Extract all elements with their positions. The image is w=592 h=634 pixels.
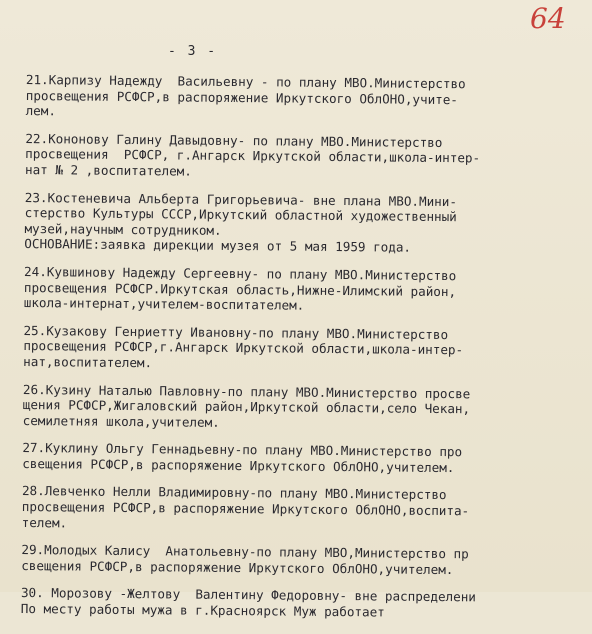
entry-29 bbox=[21, 542, 571, 578]
entry-25 bbox=[23, 323, 573, 375]
entry-line: 29.Молодых Калису Анатольевну-по плану МВО,Министерство пр bbox=[21, 542, 469, 562]
entry-line: музей,научным сотрудником. bbox=[24, 220, 222, 238]
entry-line: ОСНОВАНИЕ:заявка дирекции музея от 5 мая 1959 года. bbox=[24, 236, 412, 256]
entry-line: щения РСФСР,Жигаловский район,Иркутской области,село Чекан, bbox=[22, 397, 471, 417]
entry-line: просвещения РСФСР,в распоряжение Иркутского ОблОНО,воспита- bbox=[21, 499, 470, 519]
entry-line: 23.Костеневича Альберта Григорьевича- вне плана МВО.Мини- bbox=[24, 189, 458, 209]
entry-line: просвещения РСФСР, г.Ангарск Иркутской области,школа-интер- bbox=[25, 146, 481, 166]
entry-line: нат,воспитателем. bbox=[23, 353, 153, 371]
entry-21 bbox=[26, 72, 576, 124]
entry-line: нат № 2 ,воспитателем. bbox=[24, 161, 192, 179]
entry-line: 26.Кузину Наталью Павловну-по плану МВО.Министерство просве bbox=[22, 381, 471, 401]
entry-line: 28.Левченко Нелли Владимировну-по плану МВО.Министерство bbox=[21, 483, 447, 503]
entry-line: 30. Морозову -Желтову Валентину Федоровну- вне распределени bbox=[20, 585, 476, 605]
entry-28 bbox=[22, 483, 572, 535]
entry-line: 21.Карпизу Надежду Васильевну - по плану МВО.Министерство bbox=[25, 72, 466, 92]
entry-24 bbox=[24, 264, 574, 316]
entry-line: 22.Кононову Галину Давыдовну- по плану МВО.Министерство bbox=[25, 130, 443, 150]
page-marker: - 3 - bbox=[168, 44, 218, 59]
entry-line: лем. bbox=[25, 103, 57, 119]
entry-line: просвещения РСФСР,в распоряжение Иркутского ОблОНО,учите- bbox=[25, 87, 459, 107]
entry-line: просвещения РСФСР.Иркутская область,Нижне-Илимский район, bbox=[23, 279, 457, 299]
entry-26 bbox=[23, 381, 573, 433]
entry-line: свещения РСФСР,в распоряжение Иркутского ОблОНО,учителем. bbox=[21, 557, 454, 577]
entry-line: 27.Куклину Ольгу Геннадьевну-по плану МВО.Миниcтерство про bbox=[22, 440, 463, 460]
entry-line: телем. bbox=[21, 514, 68, 531]
handwritten-page-number: 64 bbox=[530, 2, 566, 35]
entry-line: свещения РСФСР,в распоряжение Иркутского ОблОНО,учителем. bbox=[22, 455, 455, 476]
entry-27 bbox=[22, 440, 572, 476]
entry-line: 25.Кузакову Генриетту Ивановну-по плану МВО.Министерство bbox=[23, 322, 449, 342]
entry-30 bbox=[21, 585, 571, 621]
entries-list bbox=[21, 72, 576, 634]
entry-line: школа-интернат,учителем-воспитателем. bbox=[23, 295, 305, 313]
entry-22 bbox=[25, 131, 575, 183]
entry-line: 24.Кувшинову Надежду Сергеевну- по плану МВО.Министерство bbox=[24, 263, 457, 284]
entry-line: семилетняя школа,учителем. bbox=[22, 412, 220, 430]
entry-line: стерство Культуры СССР,Иркутский областной художественный bbox=[24, 205, 457, 225]
entry-line: просвещения РСФСР,г.Ангарск Иркутской области,школа-интер- bbox=[23, 338, 464, 358]
entry-23 bbox=[24, 190, 575, 258]
entry-line: По месту работы мужа в г.Красноярск Муж работает bbox=[20, 601, 385, 620]
